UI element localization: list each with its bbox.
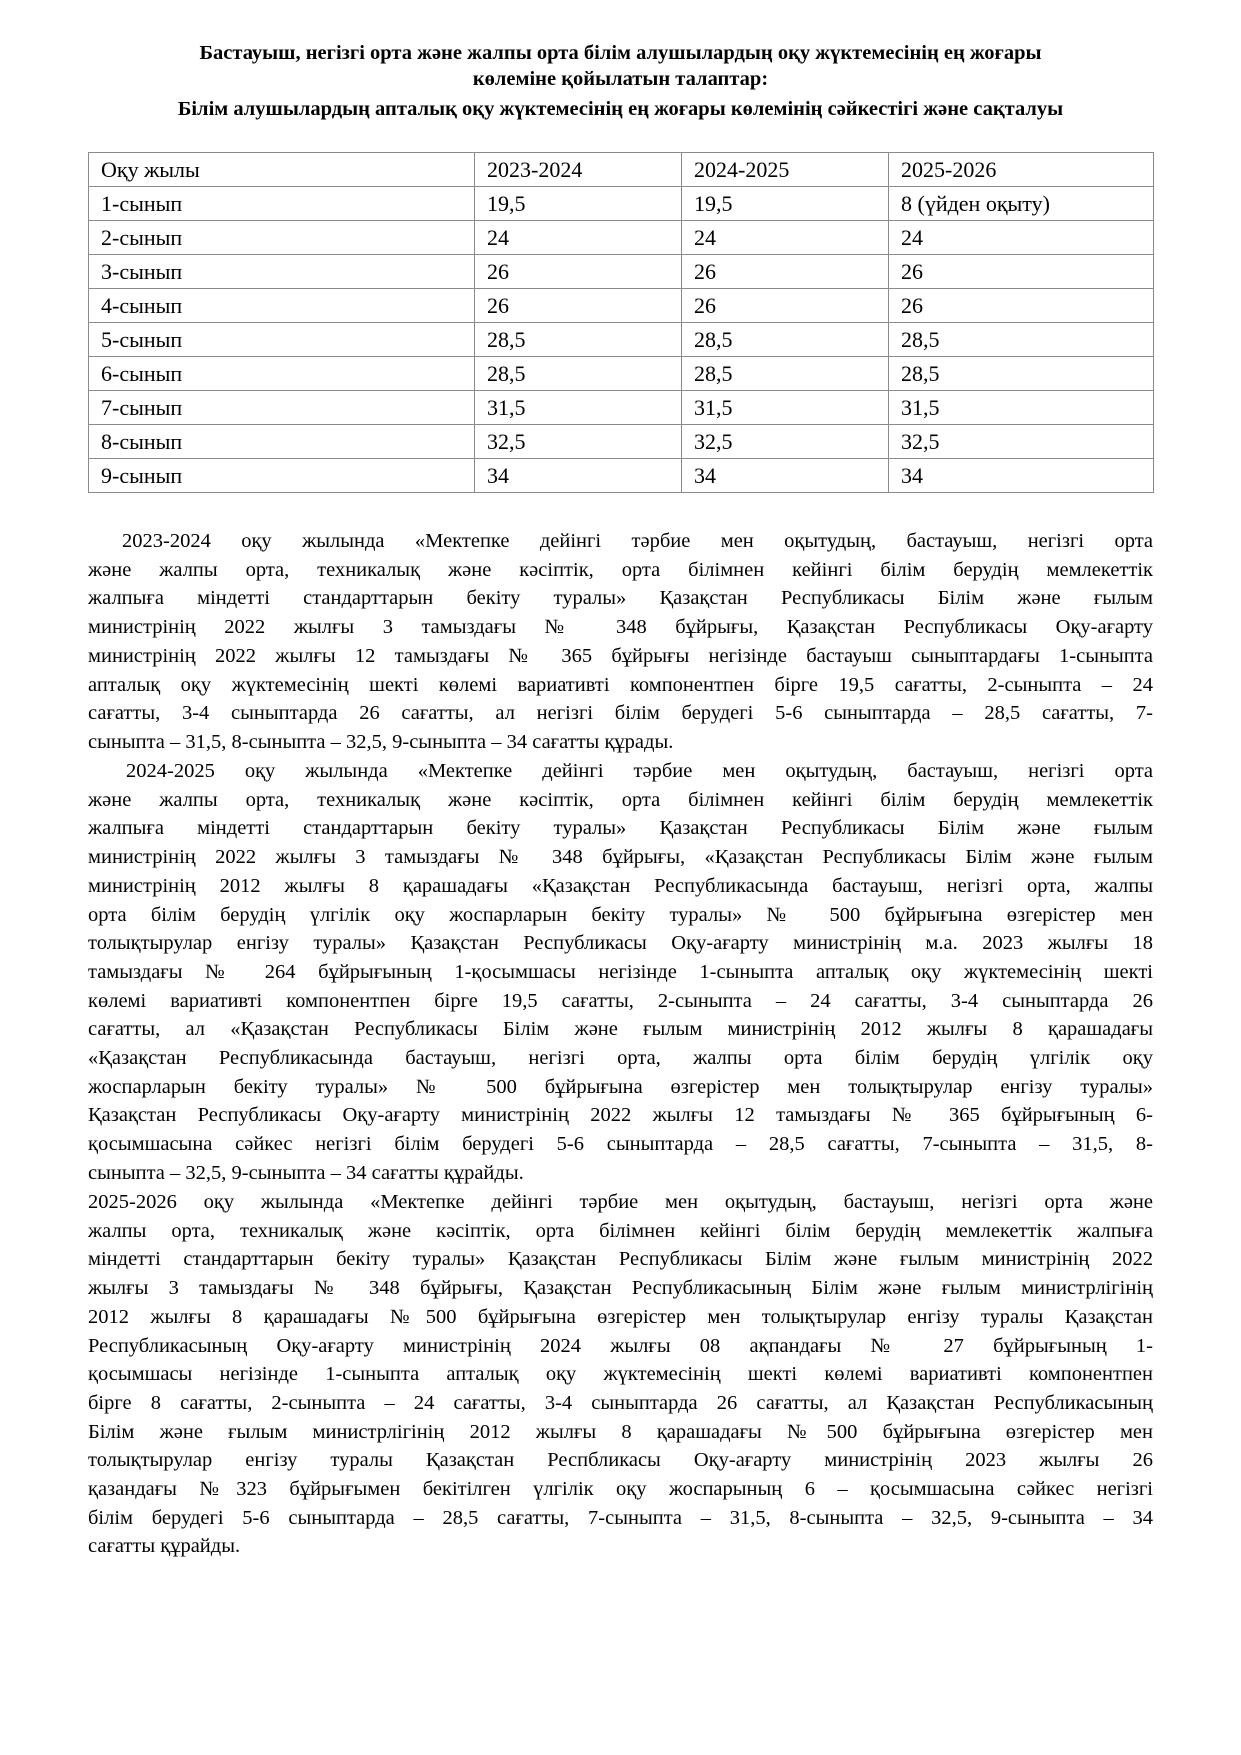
document-title-line-2: көлеміне қойылатын талаптар:	[472, 68, 769, 90]
paragraph-line: сағатты, 3-4 сыныптарда 26 сағатты, ал негізгі білім берудегі 5-6 сыныптарда – 28,5 сағатты, 7-	[88, 702, 1153, 725]
paragraph-line: сағатты құрайды.	[88, 1535, 241, 1558]
paragraph-line: жоспарларын бекіту туралы» № 500 бұйрығына өзгерістер мен толықтырулар енгізу туралы»	[88, 1075, 1153, 1098]
paragraph-2025-2026	[88, 1188, 1153, 1561]
grade-cell: 8-сынып	[89, 425, 475, 459]
hours-cell: 26	[682, 289, 889, 323]
paragraph-line: 2023-2024 оқу жылында «Мектепке дейінгі тәрбие мен оқытудың, бастауыш, негізгі орта	[122, 530, 1153, 552]
hours-cell: 26	[475, 289, 682, 323]
table-row	[89, 323, 1154, 357]
hours-cell: 28,5	[889, 357, 1154, 391]
table-row	[89, 255, 1154, 289]
header-2025-2026: 2025-2026	[889, 153, 1154, 187]
grade-cell: 5-сынып	[89, 323, 475, 357]
document-title-line-1: Бастауыш, негізгі орта және жалпы орта білім алушылардың оқу жүктемесінің ең жоғары	[199, 42, 1042, 64]
hours-cell: 34	[682, 459, 889, 493]
hours-cell: 31,5	[475, 391, 682, 425]
hours-cell: 28,5	[475, 323, 682, 357]
table-row	[89, 391, 1154, 425]
paragraph-line: қосымшасына сәйкес негізгі білім берудегі 5-6 сыныптарда – 28,5 сағатты, 7-сыныпта – 31,5, 8-	[88, 1133, 1153, 1156]
hours-cell: 34	[889, 459, 1154, 493]
paragraph-line: көлемі вариативті компонентпен бірге 19,5 сағатты, 2-сыныпта – 24 сағатты, 3-4 сыныптарда 26	[88, 989, 1153, 1012]
paragraph-line: және жалпы орта, техникалық және кәсіптік, орта білімнен кейінгі білім берудің мемлекеттік	[88, 788, 1153, 811]
hours-cell: 32,5	[889, 425, 1154, 459]
header-2024-2025: 2024-2025	[682, 153, 889, 187]
hours-cell: 28,5	[889, 323, 1154, 357]
paragraph-line: министрінің 2022 жылғы 3 тамыздағы № 348 бұйрығы, Қазақстан Республикасы Оқу-ағарту	[88, 616, 1153, 639]
paragraph-line: Қазақстан Республикасы Оқу-ағарту министрінің 2022 жылғы 12 тамыздағы № 365 бұйрығының 6-	[88, 1104, 1153, 1127]
hours-cell: 19,5	[682, 187, 889, 221]
hours-cell: 32,5	[682, 425, 889, 459]
hours-cell: 34	[475, 459, 682, 493]
table-row	[89, 289, 1154, 323]
paragraph-line: сыныпта – 32,5, 9-сыныпта – 34 сағатты құрайды.	[88, 1161, 524, 1184]
paragraph-line: бірге 8 сағатты, 2-сыныпта – 24 сағатты, 3-4 сыныптарда 26 сағатты, ал Қазақстан Республикасының	[88, 1391, 1153, 1414]
paragraph-line: білім берудегі 5-6 сыныптарда – 28,5 сағатты, 7-сыныпта – 31,5, 8-сыныпта – 32,5, 9-сыныпта – 34	[88, 1506, 1153, 1529]
paragraph-line: Республикасының Оқу-ағарту министрінің 2024 жылғы 08 ақпандағы № 27 бұйрығының 1-	[88, 1334, 1153, 1357]
hours-cell: 31,5	[889, 391, 1154, 425]
grade-cell: 1-сынып	[89, 187, 475, 221]
grade-cell: 7-сынып	[89, 391, 475, 425]
paragraph-line: 2024-2025 оқу жылында «Мектепке дейінгі тәрбие мен оқытудың, бастауыш, негізгі орта	[126, 760, 1153, 782]
weekly-load-table	[88, 152, 1154, 493]
paragraph-line: толықтырулар енгізу туралы» Қазақстан Республикасы Оқу-ағарту министрінің м.а. 2023 жылғы 18	[88, 932, 1153, 955]
hours-cell: 8 (үйден оқыту)	[889, 187, 1154, 221]
hours-cell: 24	[889, 221, 1154, 255]
paragraph-line: жылғы 3 тамыздағы № 348 бұйрығы, Қазақстан Республикасының Білім және ғылым министрлігінің	[88, 1277, 1153, 1300]
paragraph-line: және жалпы орта, техникалық және кәсіптік, орта білімнен кейінгі білім берудің мемлекеттік	[88, 558, 1153, 581]
grade-cell: 2-сынып	[89, 221, 475, 255]
header-2023-2024: 2023-2024	[475, 153, 682, 187]
hours-cell: 31,5	[682, 391, 889, 425]
header-academic-year: Оқу жылы	[89, 153, 475, 187]
hours-cell: 24	[682, 221, 889, 255]
paragraph-line: 2012 жылғы 8 қарашадағы №500 бұйрығына өзгерістер мен толықтырулар енгізу туралы Қазақстан	[88, 1305, 1153, 1328]
paragraph-line: жалпыға міндетті стандарттарын бекіту туралы» Қазақстан Республикасы Білім және ғылым	[88, 817, 1153, 840]
hours-cell: 32,5	[475, 425, 682, 459]
paragraph-line: қазандағы №323 бұйрығымен бекітілген үлгілік оқу жоспарының 6 – қосымшасына сәйкес негізгі	[88, 1478, 1153, 1501]
table-row	[89, 187, 1154, 221]
paragraph-line: апталық оқу жүктемесінің шекті көлемі вариативті компонентпен бірге 19,5 сағатты, 2-сыныпта – 24	[88, 673, 1153, 696]
hours-cell: 28,5	[682, 323, 889, 357]
paragraph-line: міндетті стандарттарын бекіту туралы» Қазақстан Республикасы Білім және ғылым министрінің 2022	[88, 1248, 1153, 1271]
paragraph-line: толықтырулар енгізу туралы Қазақстан Респбликасы Оқу-ағарту министрінің 2023 жылғы 26	[88, 1449, 1153, 1472]
paragraph-line: 2025-2026 оқу жылында «Мектепке дейінгі тәрбие мен оқытудың, бастауыш, негізгі орта және	[88, 1191, 1153, 1213]
table-row	[89, 357, 1154, 391]
hours-cell: 26	[682, 255, 889, 289]
table-header-row	[89, 153, 1154, 187]
paragraph-line: министрінің 2012 жылғы 8 қарашадағы «Қазақстан Республикасында бастауыш, негізгі орта, жалпы	[88, 874, 1153, 897]
table-row	[89, 425, 1154, 459]
hours-cell: 26	[889, 255, 1154, 289]
paragraph-line: «Қазақстан Республикасында бастауыш, негізгі орта, жалпы орта білім берудің үлгілік оқу	[88, 1047, 1153, 1070]
hours-cell: 28,5	[475, 357, 682, 391]
paragraph-line: министрінің 2022 жылғы 12 тамыздағы № 365 бұйрығы негізінде бастауыш сыныптардағы 1-сыныпта	[88, 644, 1153, 667]
hours-cell: 26	[889, 289, 1154, 323]
hours-cell: 28,5	[682, 357, 889, 391]
hours-cell: 24	[475, 221, 682, 255]
paragraph-2024-2025	[88, 757, 1153, 1188]
grade-cell: 9-сынып	[89, 459, 475, 493]
paragraph-line: сағатты, ал «Қазақстан Республикасы Білім және ғылым министрінің 2012 жылғы 8 қарашадағы	[88, 1018, 1153, 1041]
paragraph-line: тамыздағы № 264 бұйрығының 1-қосымшасы негізінде 1-сыныпта апталық оқу жүктемесінің шекті	[88, 960, 1153, 983]
paragraph-line: жалпы орта, техникалық және кәсіптік, орта білімнен кейінгі білім берудің мемлекеттік жалпыға	[88, 1219, 1153, 1242]
grade-cell: 6-сынып	[89, 357, 475, 391]
grade-cell: 3-сынып	[89, 255, 475, 289]
table-row	[89, 221, 1154, 255]
grade-cell: 4-сынып	[89, 289, 475, 323]
paragraph-line: министрінің 2022 жылғы 3 тамыздағы № 348 бұйрығы, «Қазақстан Республикасы Білім және ғылым	[88, 846, 1153, 869]
paragraph-line: сыныпта – 31,5, 8-сыныпта – 32,5, 9-сыныпта – 34 сағатты құрады.	[88, 730, 674, 753]
paragraph-line: жалпыға міндетті стандарттарын бекіту туралы» Қазақстан Республикасы Білім және ғылым	[88, 587, 1153, 610]
paragraph-line: Білім және ғылым министрлігінің 2012 жылғы 8 қарашадағы №500 бұйрығына өзгерістер мен	[88, 1420, 1153, 1443]
paragraph-line: орта білім берудің үлгілік оқу жоспарларын бекіту туралы» № 500 бұйрығына өзгерістер мен	[88, 903, 1153, 926]
paragraph-line: қосымшасы негізінде 1-сыныпта апталық оқу жүктемесінің шекті көлемі вариативті компонентпен	[88, 1363, 1153, 1386]
table-row	[89, 459, 1154, 493]
hours-cell: 26	[475, 255, 682, 289]
table-body	[89, 187, 1154, 493]
paragraph-2023-2024	[88, 527, 1153, 757]
document-subtitle: Білім алушылардың апталық оқу жүктемесінің ең жоғары көлемінің сәйкестігі және сақталуы	[177, 98, 1064, 120]
hours-cell: 19,5	[475, 187, 682, 221]
